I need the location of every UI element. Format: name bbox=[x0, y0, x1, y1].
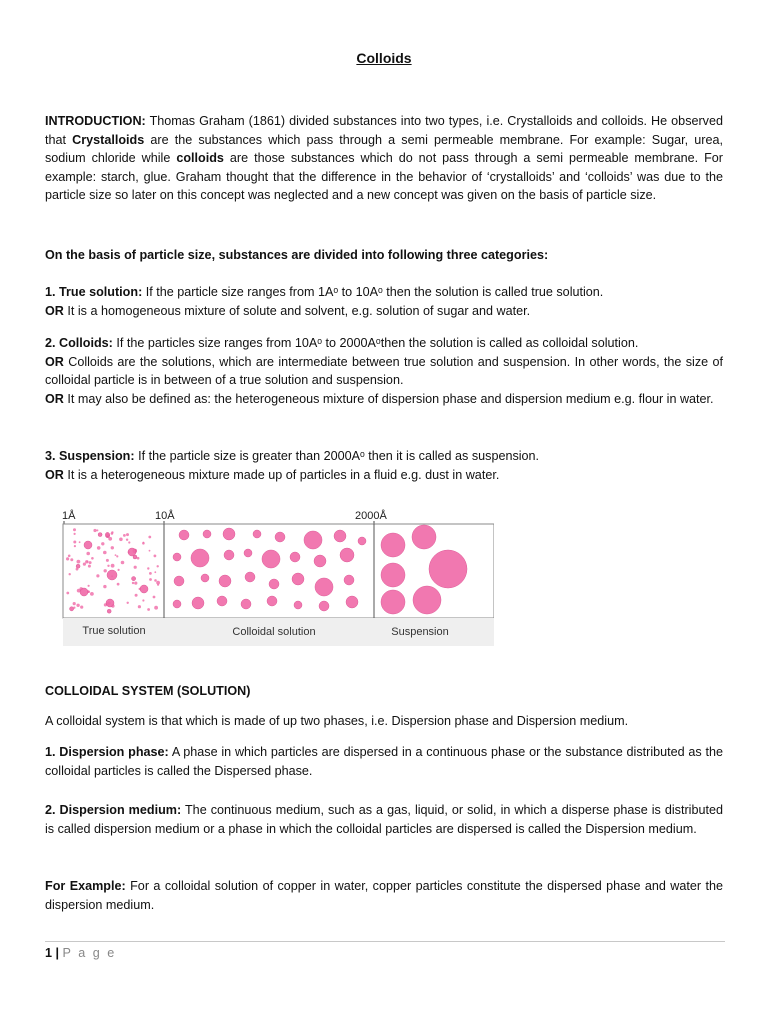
colloid-particle bbox=[292, 573, 304, 585]
intro-paragraph bbox=[45, 112, 723, 205]
solute-particle bbox=[132, 577, 136, 581]
solute-particle bbox=[101, 542, 104, 545]
solute-particle bbox=[126, 533, 129, 536]
colloid-particle bbox=[319, 601, 329, 611]
colloid-particle bbox=[290, 552, 300, 562]
solute-particle bbox=[103, 551, 107, 555]
category-colloids bbox=[45, 334, 723, 408]
solute-particle bbox=[135, 594, 138, 597]
colloid-particle bbox=[179, 530, 189, 540]
solute-particle bbox=[147, 608, 150, 611]
solute-particle bbox=[83, 563, 86, 566]
colloid-particle bbox=[201, 574, 209, 582]
solute-particle bbox=[74, 545, 76, 547]
solute-particle bbox=[118, 569, 120, 571]
solute-particle bbox=[96, 574, 99, 577]
solute-particle bbox=[111, 532, 114, 535]
solute-particle bbox=[117, 583, 120, 586]
solute-particle bbox=[68, 555, 71, 558]
solute-particle bbox=[106, 599, 114, 607]
colloid-particle bbox=[294, 601, 302, 609]
dispersion-phase-text: A phase in which particles are dispersed in a continuous phase or the substance distributed as the colloidal particles is called the Dispersed phase. bbox=[45, 745, 723, 778]
scale-labels bbox=[62, 509, 387, 522]
solute-particle bbox=[134, 582, 137, 585]
solute-particle bbox=[111, 546, 114, 549]
solute-particle bbox=[111, 564, 115, 568]
solute-particle bbox=[70, 558, 73, 561]
basis-heading bbox=[45, 246, 723, 265]
solute-particle bbox=[154, 571, 156, 573]
colloid-particle bbox=[192, 597, 204, 609]
example-text: For a colloidal solution of copper in water, copper particles constitute the dispersed phase and water the dispersion medium. bbox=[45, 879, 724, 912]
cat3-or: OR bbox=[45, 467, 64, 482]
cat2-or-1: OR bbox=[45, 354, 64, 369]
solute-particle bbox=[70, 607, 74, 611]
dispersion-phase-paragraph bbox=[45, 743, 723, 780]
intro-bold-crystalloids: Crystalloids bbox=[72, 132, 145, 147]
colloid-particle bbox=[344, 575, 354, 585]
solute-particle bbox=[88, 565, 91, 568]
solute-particle bbox=[86, 552, 90, 556]
dispersion-medium-lead: 2. Dispersion medium: bbox=[45, 803, 182, 817]
solute-particle bbox=[134, 566, 137, 569]
colloid-particle bbox=[269, 579, 279, 589]
dispersion-medium-paragraph bbox=[45, 801, 723, 838]
solute-particle bbox=[89, 561, 92, 564]
solute-particle bbox=[105, 532, 109, 536]
colloid-particle bbox=[203, 530, 211, 538]
solute-particle bbox=[74, 533, 76, 535]
category-suspension bbox=[45, 447, 723, 484]
solute-particle bbox=[66, 592, 69, 595]
example-lead: For Example: bbox=[45, 879, 126, 893]
intro-lead: INTRODUCTION: bbox=[45, 114, 146, 128]
cat2-text-1: If the particles size ranges from 10Aᵒ to 2000Aᵒthen the solution is called as colloidal solution. bbox=[112, 336, 639, 350]
solute-particle bbox=[126, 539, 128, 541]
solute-particle bbox=[149, 578, 152, 581]
panel-labels bbox=[82, 625, 448, 638]
solute-particle bbox=[106, 559, 109, 562]
intro-text-3: are those substances which do not pass through a semi permeable membrane. For example: starch, glue. Graham thought that the difference in the behavior of ‘crystalloids’ and ‘colloids’ was due to the particle size so later on this concept was neglected and a new concept was given on the basis of particle size. bbox=[45, 151, 723, 203]
colloid-particle bbox=[304, 531, 322, 549]
cat1-lead: 1. True solution: bbox=[45, 285, 143, 299]
colloid-particle bbox=[191, 549, 209, 567]
colloid-particle bbox=[245, 572, 255, 582]
page-separator: | bbox=[52, 946, 63, 960]
solute-particle bbox=[115, 554, 117, 556]
solute-particle bbox=[80, 588, 88, 596]
solute-particle bbox=[93, 529, 96, 532]
solute-particle bbox=[96, 529, 98, 531]
solute-particle bbox=[119, 538, 123, 542]
colloidal-system-heading bbox=[45, 682, 723, 701]
solute-particle bbox=[80, 606, 83, 609]
cat1-or: OR bbox=[45, 303, 64, 318]
colloid-particle bbox=[173, 600, 181, 608]
suspension-particle bbox=[381, 590, 405, 614]
colloid-particle bbox=[244, 549, 252, 557]
colloid-particle bbox=[262, 550, 280, 568]
solute-particle bbox=[148, 536, 151, 539]
colloid-particle bbox=[174, 576, 184, 586]
solute-particle bbox=[91, 557, 94, 560]
cat1-text-1: If the particle size ranges from 1Aᵒ to 10Aᵒ then the solution is called true solution. bbox=[142, 285, 604, 299]
solute-particle bbox=[79, 541, 81, 543]
suspension-particle bbox=[413, 586, 441, 614]
page-footer bbox=[45, 944, 116, 963]
solute-particle bbox=[107, 570, 117, 580]
panel-label-true-solution: True solution bbox=[82, 625, 146, 637]
solute-particle bbox=[116, 555, 118, 557]
colloid-particle bbox=[253, 530, 261, 538]
solute-particle bbox=[128, 541, 130, 543]
solute-particle bbox=[132, 582, 134, 584]
solute-particle bbox=[76, 604, 79, 607]
solute-particle bbox=[76, 564, 80, 568]
cat2-text-3: It may also be defined as: the heterogeneous mixture of dispersion phase and dispersion medium e.g. flour in water. bbox=[63, 391, 714, 406]
solute-particle bbox=[104, 569, 107, 572]
intro-text-2: are the substances which pass through a semi permeable membrane. For example: Sugar, urea, sodium chloride while bbox=[45, 132, 723, 166]
solute-particle bbox=[98, 533, 102, 537]
solute-particle bbox=[149, 550, 151, 552]
solute-particle bbox=[107, 565, 109, 567]
page-number: 1 bbox=[45, 946, 53, 960]
colloid-particle bbox=[224, 550, 234, 560]
solute-particle bbox=[121, 561, 125, 565]
dispersion-phase-lead: 1. Dispersion phase: bbox=[45, 745, 169, 759]
cat3-text-1: If the particle size is greater than 2000Aᵒ then it is called as suspension. bbox=[134, 449, 540, 463]
suspension-particle bbox=[429, 550, 467, 588]
cat1-text-2: It is a homogeneous mixture of solute and solvent, e.g. solution of sugar and water. bbox=[63, 303, 531, 318]
solute-particle bbox=[97, 546, 101, 550]
colloid-particle bbox=[267, 596, 277, 606]
solute-particle bbox=[73, 541, 76, 544]
colloid-particle bbox=[358, 537, 366, 545]
page-label: P a g e bbox=[62, 946, 117, 960]
solute-particle bbox=[142, 599, 144, 601]
solute-particle bbox=[107, 609, 111, 613]
solute-particle bbox=[154, 579, 157, 582]
colloid-particle bbox=[173, 553, 181, 561]
solute-particle bbox=[103, 585, 106, 588]
solute-particle bbox=[128, 548, 136, 556]
cat3-lead: 3. Suspension: bbox=[45, 449, 135, 463]
colloid-particle bbox=[241, 599, 251, 609]
colloid-particle bbox=[275, 532, 285, 542]
panel-label-colloidal-solution: Colloidal solution bbox=[232, 626, 316, 638]
colloid-particle bbox=[334, 530, 346, 542]
basis-heading-text: On the basis of particle size, substances are divided into following three categories: bbox=[45, 248, 549, 262]
footer-divider bbox=[45, 941, 725, 942]
solute-particle bbox=[73, 602, 76, 605]
colloid-particle bbox=[219, 575, 231, 587]
solute-particle bbox=[149, 572, 152, 575]
scale-label-1a: 1Å bbox=[62, 510, 76, 522]
colloid-particle bbox=[315, 578, 333, 596]
solute-particle bbox=[88, 585, 90, 587]
solute-particle bbox=[108, 537, 112, 541]
colloid-particle bbox=[314, 555, 326, 567]
solute-particle bbox=[84, 541, 92, 549]
solute-particle bbox=[127, 602, 129, 604]
colloid-particle bbox=[340, 548, 354, 562]
suspension-particle bbox=[381, 533, 405, 557]
cat2-or-2: OR bbox=[45, 391, 64, 406]
solute-particle bbox=[157, 565, 159, 567]
dispersion-medium-text: The continuous medium, such as a gas, liquid, or solid, in which a disperse phase is distributed is called dispersion medium or a phase in which the colloidal particles are dispersed is called the Dispersion medium. bbox=[45, 803, 723, 836]
solute-particle bbox=[69, 573, 71, 575]
solute-particle bbox=[66, 557, 69, 560]
solute-particle bbox=[90, 592, 94, 596]
solute-particle bbox=[147, 567, 149, 569]
solute-particle bbox=[140, 585, 148, 593]
solute-particle bbox=[76, 568, 79, 571]
colloid-particle bbox=[346, 596, 358, 608]
suspension-particle bbox=[412, 525, 436, 549]
colloidal-system-heading-text: COLLOIDAL SYSTEM (SOLUTION) bbox=[45, 684, 251, 698]
solute-particle bbox=[77, 560, 81, 564]
particle-size-diagram bbox=[62, 497, 494, 647]
solute-particle bbox=[73, 528, 76, 531]
colloidal-system-definition: A colloidal system is that which is made of up two phases, i.e. Dispersion phase and Dispersion medium. bbox=[45, 714, 629, 728]
colloid-particle bbox=[223, 528, 235, 540]
scale-label-10a: 10Å bbox=[155, 510, 175, 522]
intro-bold-colloids: colloids bbox=[176, 151, 224, 166]
solute-particle bbox=[154, 555, 157, 558]
colloid-particle bbox=[217, 596, 227, 606]
solute-particle bbox=[87, 561, 89, 563]
solute-particle bbox=[123, 534, 126, 537]
panel-label-suspension: Suspension bbox=[391, 626, 449, 638]
intro-text-1: Thomas Graham (1861) divided substances into two types, i.e. Crystalloids and colloids. He observed that bbox=[45, 114, 723, 147]
example-paragraph bbox=[45, 877, 723, 914]
cat3-text-2: It is a heterogeneous mixture made up of particles in a fluid e.g. dust in water. bbox=[63, 467, 500, 482]
page-title: Colloids bbox=[356, 50, 412, 66]
scale-label-2000a: 2000Å bbox=[355, 510, 387, 522]
solute-particle bbox=[73, 607, 75, 609]
solute-particle bbox=[142, 542, 145, 545]
category-true-solution bbox=[45, 283, 723, 320]
solute-particle bbox=[154, 606, 158, 610]
solute-particle bbox=[157, 584, 159, 586]
solute-particle bbox=[153, 596, 156, 599]
cat2-lead: 2. Colloids: bbox=[45, 336, 113, 350]
suspension-particle bbox=[381, 563, 405, 587]
solute-particle bbox=[138, 605, 141, 608]
cat2-text-2: Colloids are the solutions, which are intermediate between true solution and suspension. In other words, the size of colloidal particle is in between of a true solution and suspension. bbox=[45, 354, 723, 388]
